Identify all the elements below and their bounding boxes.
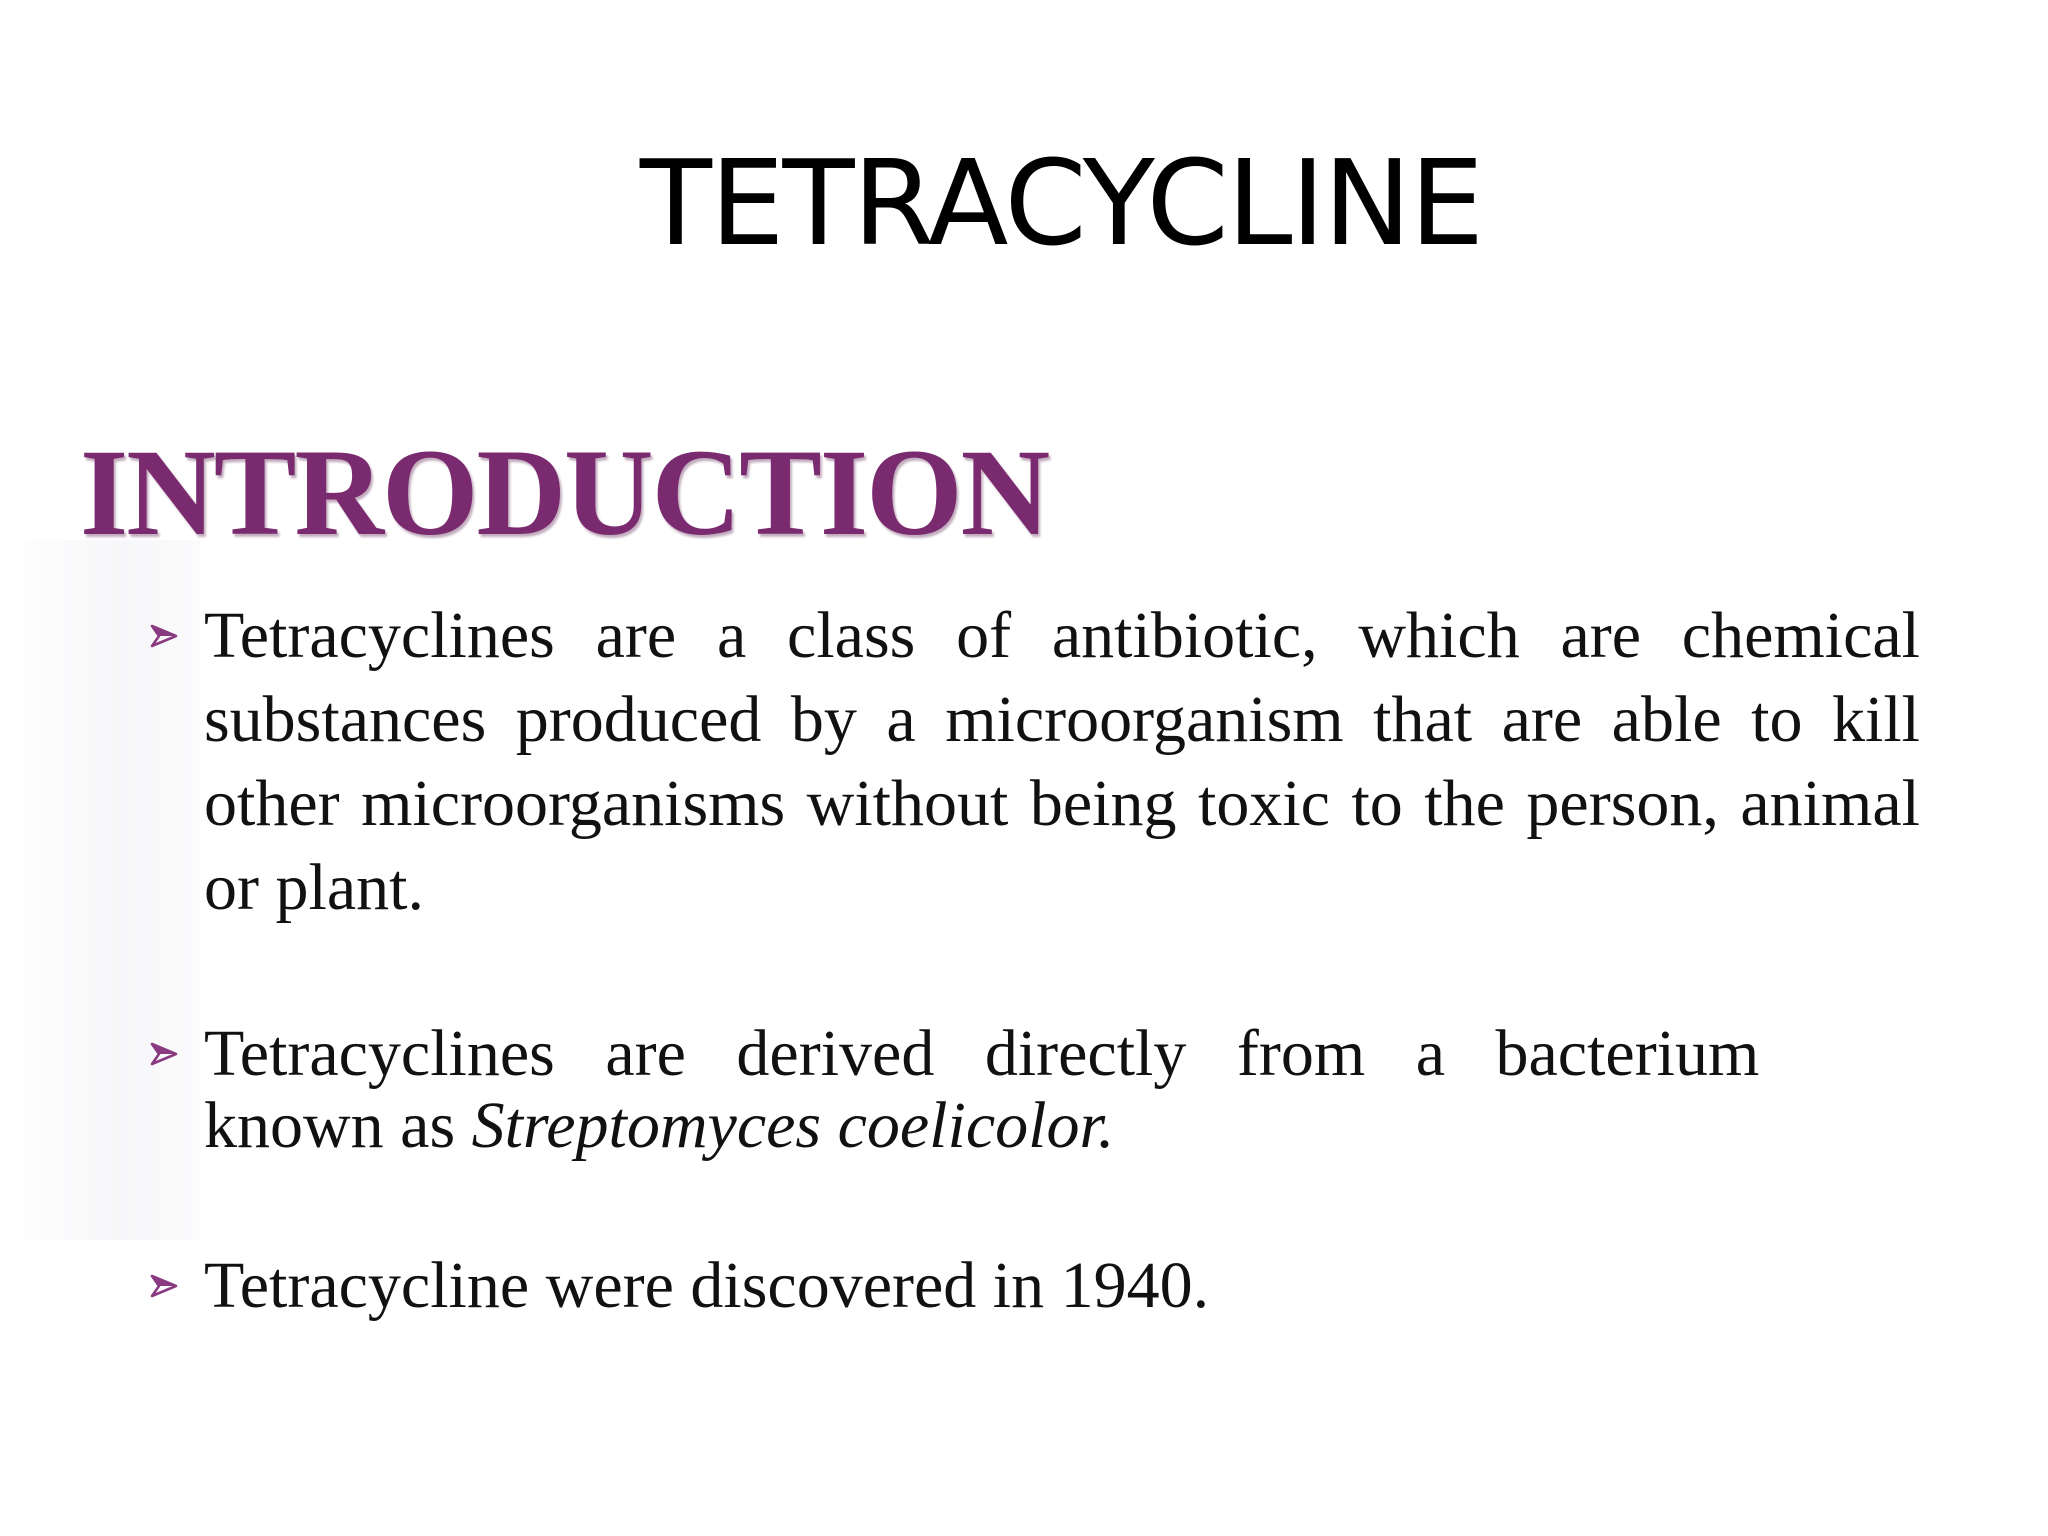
bullet-item [140,1244,1920,1328]
arrow-bullet-icon [144,1244,184,1328]
bullet-text-line: Tetracyclines are derived directly from a bacterium [204,1017,1760,1090]
bullet-item [140,594,1920,930]
arrow-bullet-icon [144,1012,184,1096]
bullet-text: Tetracycline were discovered in 1940. [204,1249,1210,1322]
bullet-text: Tetracyclines are a class of antibiotic, which are chemical substances produced by a microorganism that are able to kill other microorganisms without being toxic to the person, animal or plant. [204,599,1920,924]
bullet-text-prefix: known as [204,1089,472,1162]
bullet-item [140,1012,1864,1162]
bullet-list [140,594,1920,1328]
bullet-text-line [204,1089,1864,1162]
arrow-bullet-icon [144,594,184,678]
section-heading: INTRODUCTION [80,424,1049,561]
slide-title: TETRACYCLINE [639,134,1483,272]
species-name: Streptomyces coelicolor. [471,1089,1115,1162]
